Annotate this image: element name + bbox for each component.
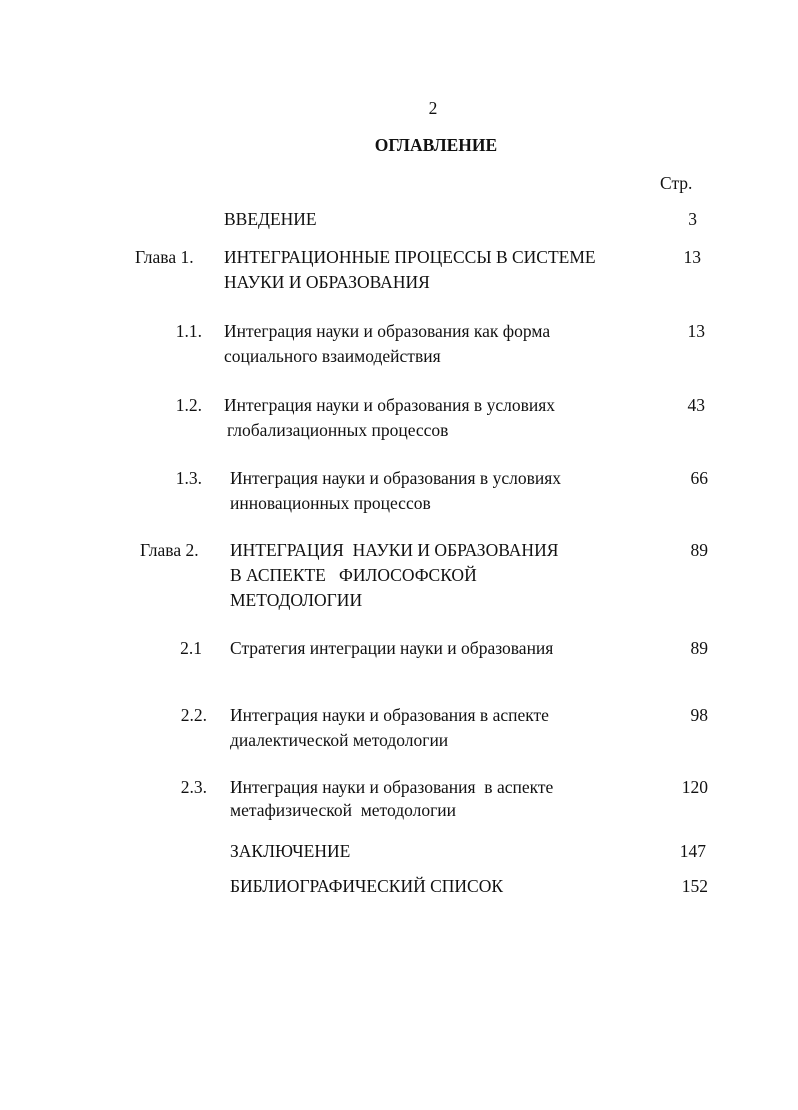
entry-label: Глава 2.: [140, 540, 199, 560]
entry-title-line: Интеграция науки и образования в аспекте: [230, 777, 554, 797]
entry-page: 13: [683, 247, 701, 267]
entry-title-line: БИБЛИОГРАФИЧЕСКИЙ СПИСОК: [230, 876, 504, 896]
entry-label: 1.1.: [175, 321, 202, 341]
entry-label: 1.3.: [175, 468, 202, 488]
page-number: 2: [428, 98, 438, 118]
entry-title-line: ЗАКЛЮЧЕНИЕ: [230, 841, 351, 861]
entry-title-line: ВВЕДЕНИЕ: [224, 209, 317, 229]
entry-page: 3: [688, 209, 697, 229]
page-column-header: Стр.: [660, 173, 693, 193]
entry-page: 13: [687, 321, 705, 341]
entry-label: Глава 1.: [135, 247, 194, 267]
entry-title-line: Стратегия интеграции науки и образования: [230, 638, 554, 658]
entry-title-line: Интеграция науки и образования в условиях: [230, 468, 561, 488]
entry-title-line: Интеграция науки и образования в аспекте: [230, 705, 549, 725]
entry-title-line: метафизической методологии: [230, 800, 457, 820]
entry-page: 120: [681, 777, 708, 797]
entry-page: 43: [687, 395, 705, 415]
entry-label: 2.1: [180, 638, 202, 658]
entry-label: 2.3.: [180, 777, 207, 797]
entry-page: 152: [681, 876, 708, 896]
entry-title-line: диалектической методологии: [230, 730, 449, 750]
entry-title-line: НАУКИ И ОБРАЗОВАНИЯ: [224, 272, 430, 292]
entry-page: 89: [690, 638, 708, 658]
entry-page: 66: [690, 468, 708, 488]
toc-title: ОГЛАВЛЕНИЕ: [374, 135, 498, 155]
entry-page: 89: [690, 540, 708, 560]
entry-page: 147: [679, 841, 706, 861]
entry-title-line: глобализационных процессов: [227, 420, 449, 440]
entry-title-line: В АСПЕКТЕ ФИЛОСОФСКОЙ: [230, 565, 477, 585]
entry-label: 1.2.: [175, 395, 202, 415]
entry-title-line: ИНТЕГРАЦИОННЫЕ ПРОЦЕССЫ В СИСТЕМЕ: [224, 247, 596, 267]
entry-title-line: ИНТЕГРАЦИЯ НАУКИ И ОБРАЗОВАНИЯ: [230, 540, 559, 560]
entry-title-line: Интеграция науки и образования в условиях: [224, 395, 555, 415]
entry-label: 2.2.: [180, 705, 207, 725]
entry-title-line: Интеграция науки и образования как форма: [224, 321, 551, 341]
entry-page: 98: [690, 705, 708, 725]
entry-title-line: социального взаимодействия: [224, 346, 441, 366]
entry-title-line: МЕТОДОЛОГИИ: [230, 590, 363, 610]
entry-title-line: инновационных процессов: [230, 493, 431, 513]
